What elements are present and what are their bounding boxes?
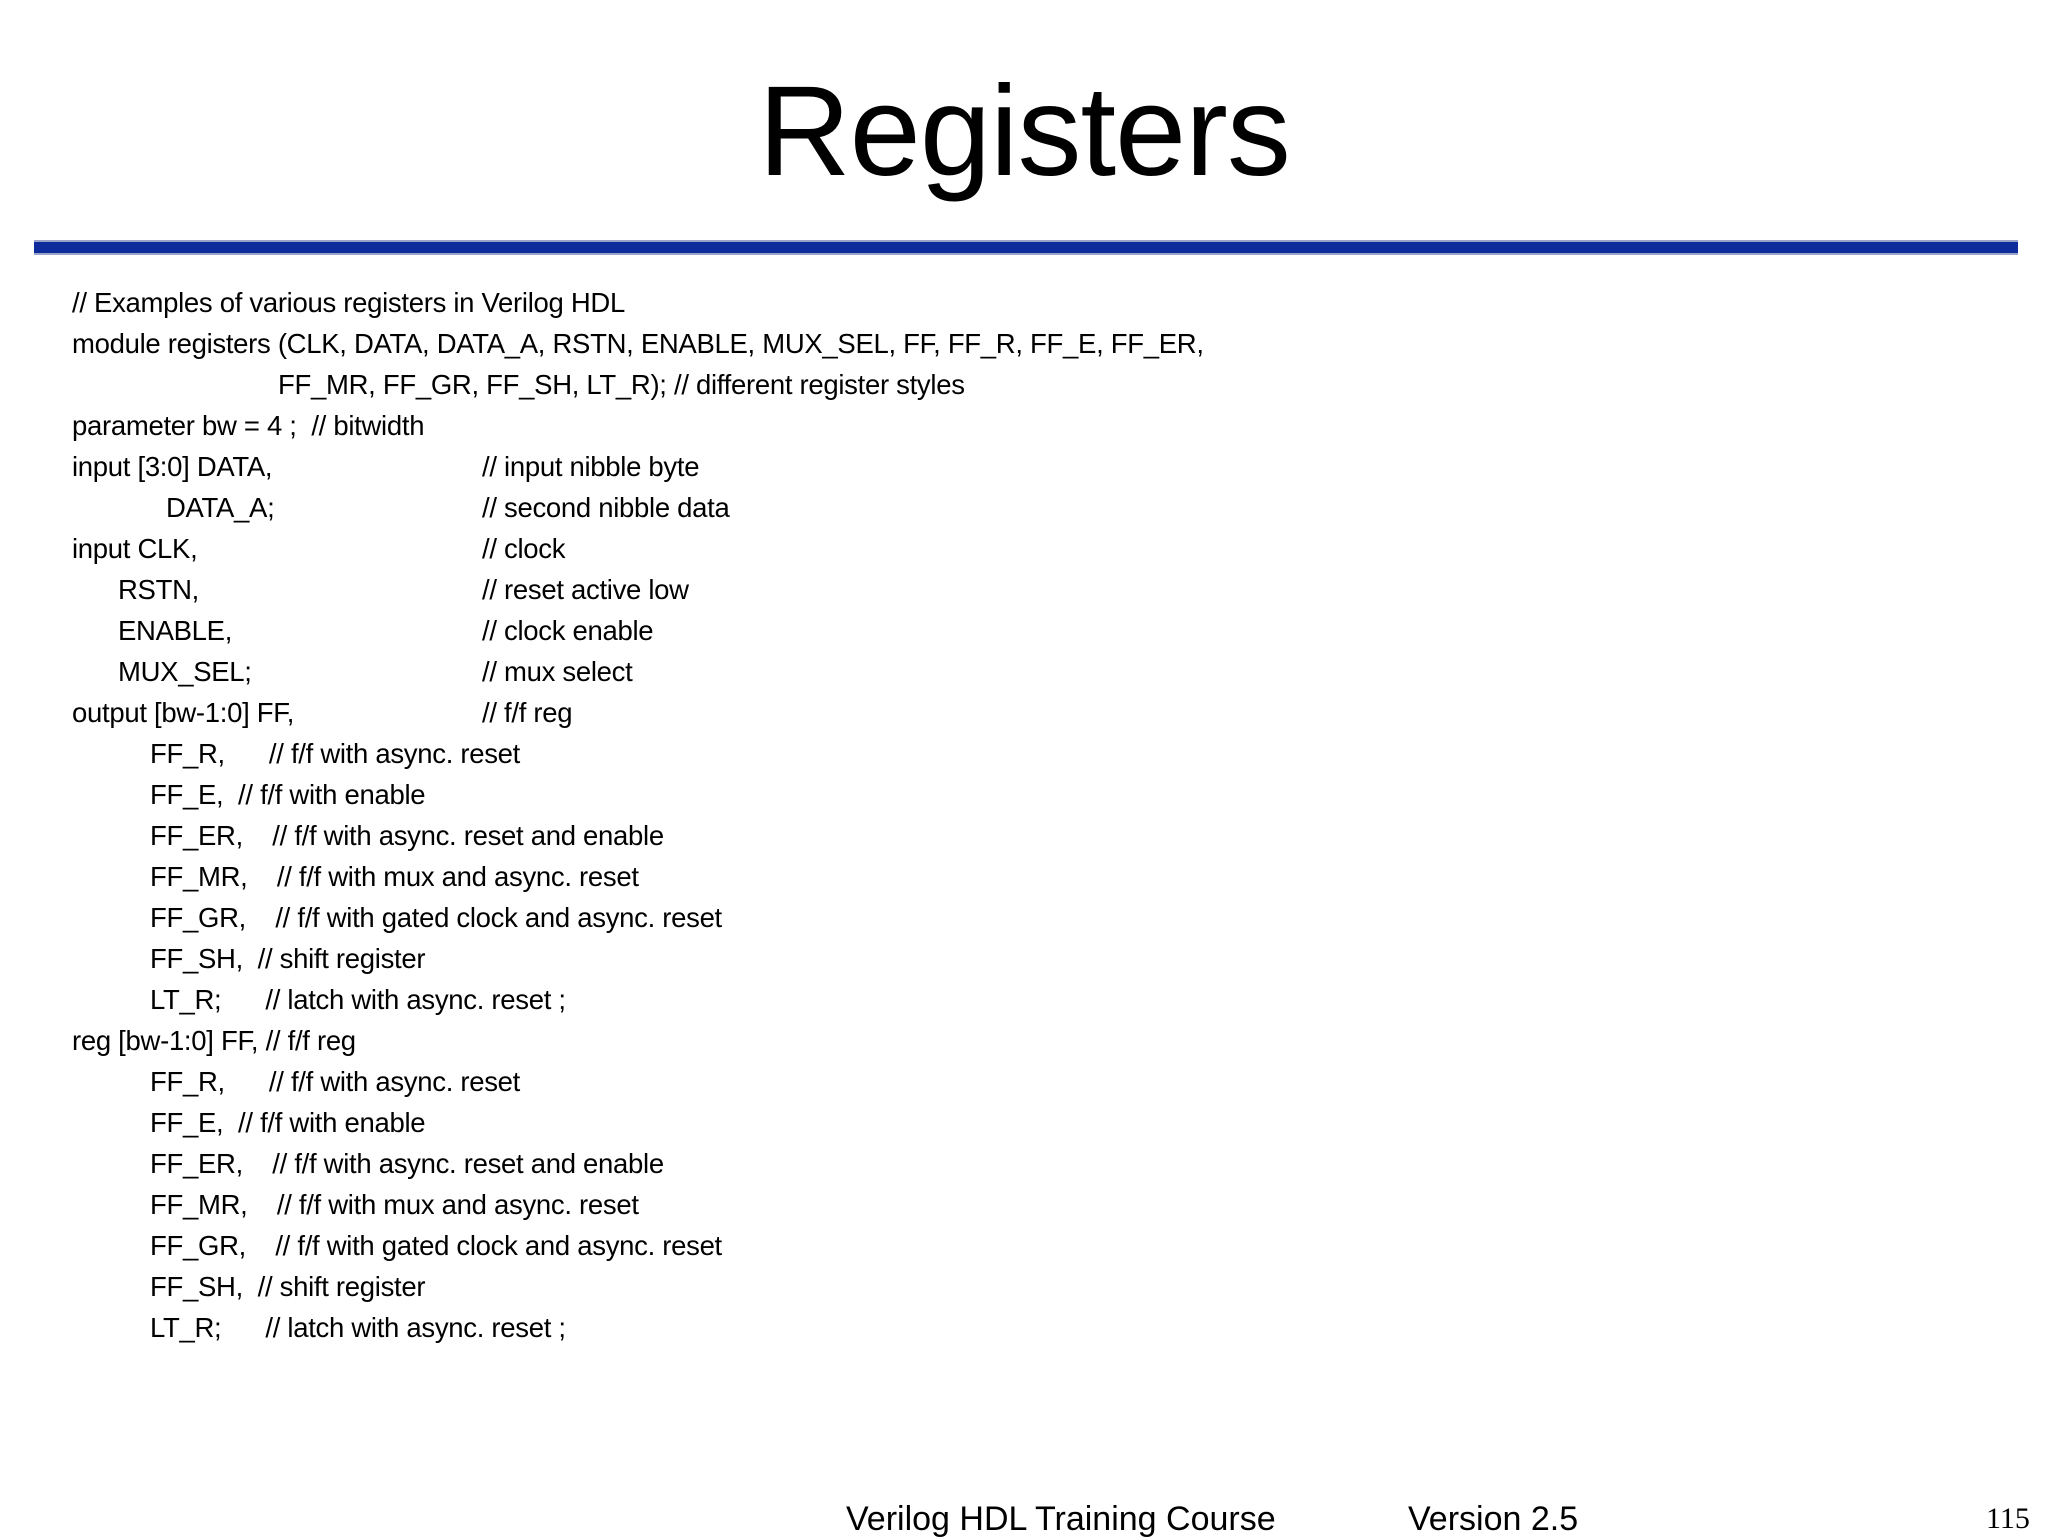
code-line: module registers (CLK, DATA, DATA_A, RSTN, ENABLE, MUX_SEL, FF, FF_R, FF_E, FF_ER,	[72, 328, 1204, 359]
code-line: // Examples of various registers in Verilog HDL	[72, 287, 625, 318]
code-line: input [3:0] DATA,	[72, 451, 273, 482]
code-line: FF_GR, // f/f with gated clock and async. reset	[150, 1230, 722, 1261]
code-line: LT_R; // latch with async. reset ;	[150, 984, 566, 1015]
code-line: FF_R, // f/f with async. reset	[150, 738, 521, 769]
code-comment: // second nibble data	[482, 492, 730, 523]
code-line: MUX_SEL;	[118, 656, 252, 687]
code-line: FF_MR, // f/f with mux and async. reset	[150, 861, 639, 892]
code-line: FF_MR, // f/f with mux and async. reset	[150, 1189, 639, 1220]
code-line: output [bw-1:0] FF,	[72, 697, 295, 728]
code-line: FF_ER, // f/f with async. reset and enable	[150, 1148, 664, 1179]
code-line: FF_MR, FF_GR, FF_SH, LT_R); // different register styles	[278, 369, 965, 400]
code-line: FF_E, // f/f with enable	[150, 779, 426, 810]
code-comment: // clock	[482, 533, 566, 564]
code-line: FF_E, // f/f with enable	[150, 1107, 426, 1138]
code-line: FF_R, // f/f with async. reset	[150, 1066, 521, 1097]
code-line: parameter bw = 4 ; // bitwidth	[72, 410, 425, 441]
code-comment: // f/f reg	[482, 697, 573, 728]
code-line: FF_GR, // f/f with gated clock and async. reset	[150, 902, 722, 933]
footer-version: Version 2.5	[1408, 1500, 1579, 1538]
title-divider	[34, 240, 2018, 255]
page-number: 115	[1986, 1502, 2030, 1535]
code-line: FF_SH, // shift register	[150, 943, 426, 974]
code-line: DATA_A;	[166, 492, 275, 523]
slide-title: Registers	[758, 60, 1290, 203]
code-comment: // mux select	[482, 656, 633, 687]
code-comment: // clock enable	[482, 615, 654, 646]
code-line: FF_SH, // shift register	[150, 1271, 426, 1302]
code-comment: // input nibble byte	[482, 451, 700, 482]
code-comment: // reset active low	[482, 574, 689, 605]
code-line: ENABLE,	[118, 615, 233, 646]
code-line: LT_R; // latch with async. reset ;	[150, 1312, 566, 1343]
footer-course-title: Verilog HDL Training Course	[846, 1500, 1276, 1538]
code-line: input CLK,	[72, 533, 198, 564]
code-line: reg [bw-1:0] FF, // f/f reg	[72, 1025, 356, 1056]
code-line: RSTN,	[118, 574, 200, 605]
code-line: FF_ER, // f/f with async. reset and enable	[150, 820, 664, 851]
